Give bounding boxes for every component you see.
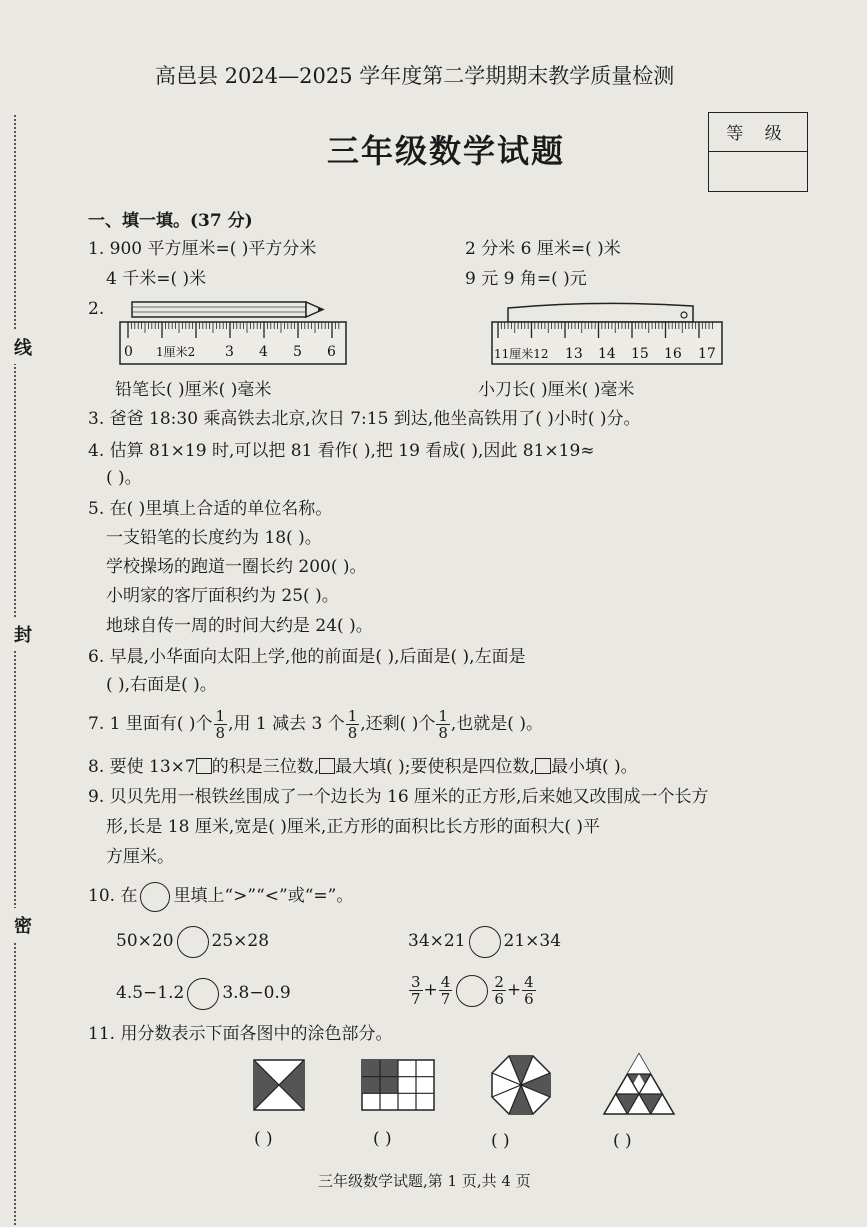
binding-dotted-line bbox=[14, 115, 16, 1225]
knife-ruler-figure bbox=[488, 298, 728, 368]
tick-label: 5 bbox=[293, 344, 302, 360]
fraction-one-eighth: $\frac{1}{8}$ bbox=[438, 707, 448, 742]
tick-label: 4 bbox=[259, 344, 268, 360]
q6-line2: ( ),右面是( )。 bbox=[106, 675, 217, 695]
grid-rectangle-shaded-figure bbox=[360, 1058, 436, 1112]
q11-text: 11. 用分数表示下面各图中的涂色部分。 bbox=[88, 1024, 393, 1044]
q1-b: 2 分米 6 厘米=( )米 bbox=[465, 239, 621, 259]
binding-mark-seal: 封 bbox=[14, 617, 32, 651]
q4-line1: 4. 估算 81×19 时,可以把 81 看作( ),把 19 看成( ),因此 81×19≈ bbox=[88, 441, 595, 461]
q10-intro: 10. 在 里填上“>”“<”或“=”。 bbox=[88, 880, 353, 912]
knife-icon bbox=[508, 303, 693, 322]
q1-d: 9 元 9 角=( )元 bbox=[465, 269, 587, 289]
comparison-circle-icon bbox=[187, 978, 219, 1010]
q7: 7. 1 里面有( )个 $\frac{1}{8}$ ,用 1 减去 3 个 $\frac{1}{8}$ ,还剩( )个 $\frac{1}{8}$ ,也就是( )。 bbox=[88, 707, 543, 742]
q3: 3. 爸爸 18:30 乘高铁去北京,次日 7:15 到达,他坐高铁用了( )小时( )分。 bbox=[88, 409, 641, 429]
q2-number: 2. bbox=[88, 299, 105, 319]
grade-box bbox=[708, 112, 808, 192]
q10-a: 50×20 25×28 bbox=[116, 925, 269, 958]
q9-line3: 方厘米。 bbox=[106, 847, 174, 867]
q10-b: 34×21 21×34 bbox=[408, 925, 561, 958]
blank-square-icon bbox=[535, 758, 551, 774]
grade-label: 等 级 bbox=[726, 124, 790, 144]
q10-d: $\frac{3}{7}$ + $\frac{4}{7}$ $\frac{2}{6}$ + $\frac{4}{6}$ bbox=[411, 973, 534, 1008]
q5-a: 一支铅笔的长度约为 18( )。 bbox=[106, 528, 322, 548]
q11-answer-3: ( ) bbox=[491, 1131, 510, 1151]
q5-b: 学校操场的跑道一圈长约 200( )。 bbox=[106, 557, 367, 577]
triangle-shaded-figure bbox=[602, 1052, 676, 1116]
page-footer: 三年级数学试题,第 1 页,共 4 页 bbox=[318, 1172, 531, 1190]
q8: 8. 要使 13×7 的积是三位数, 最大填( );要使积是四位数, 最小填( )。 bbox=[88, 757, 638, 777]
q2-pencil-answer: 铅笔长( )厘米( )毫米 bbox=[115, 380, 272, 400]
tick-label: 6 bbox=[327, 344, 336, 360]
square-diagonal-shaded-figure bbox=[252, 1058, 306, 1112]
blank-square-icon bbox=[196, 758, 212, 774]
q5-c: 小明家的客厅面积约为 25( )。 bbox=[106, 586, 339, 606]
pencil-ruler-figure bbox=[118, 298, 350, 368]
tick-label: 13 bbox=[565, 346, 583, 362]
q4-line2: ( )。 bbox=[106, 468, 142, 488]
q11-answer-1: ( ) bbox=[254, 1129, 273, 1149]
section-title-fill-in: 一、填一填。(37 分) bbox=[88, 211, 253, 231]
comparison-circle-icon bbox=[177, 926, 209, 958]
fraction-one-eighth: $\frac{1}{8}$ bbox=[347, 707, 358, 742]
exam-title: 三年级数学试题 bbox=[327, 132, 566, 170]
tick-label: 14 bbox=[598, 346, 616, 362]
binding-mark-line: 线 bbox=[14, 330, 32, 364]
q9-line2: 形,长是 18 厘米,宽是( )厘米,正方形的面积比长方形的面积大( )平 bbox=[106, 817, 600, 837]
q6-line1: 6. 早晨,小华面向太阳上学,他的前面是( ),后面是( ),左面是 bbox=[88, 647, 526, 667]
q1-c: 4 千米=( )米 bbox=[106, 269, 207, 289]
tick-label: 11厘米12 bbox=[494, 347, 549, 361]
q10-c: 4.5−1.2 3.8−0.9 bbox=[116, 977, 291, 1010]
q11-answer-4: ( ) bbox=[613, 1131, 632, 1151]
exam-header: 高邑县 2024—2025 学年度第二学期期末教学质量检测 bbox=[155, 64, 675, 88]
binding-mark-secret: 密 bbox=[14, 908, 32, 942]
q5-intro: 5. 在( )里填上合适的单位名称。 bbox=[88, 499, 333, 519]
tick-label: 1厘米2 bbox=[156, 345, 196, 359]
comparison-circle-icon bbox=[469, 926, 501, 958]
fraction-one-eighth: $\frac{1}{8}$ bbox=[215, 707, 226, 742]
q9-line1: 9. 贝贝先用一根铁丝围成了一个边长为 16 厘米的正方形,后来她又改围成一个长方 bbox=[88, 787, 709, 807]
q1-a: 1. 900 平方厘米=( )平方分米 bbox=[88, 239, 317, 259]
q2-knife-answer: 小刀长( )厘米( )毫米 bbox=[478, 380, 635, 400]
pencil-icon bbox=[132, 302, 323, 317]
octagon-shaded-figure bbox=[490, 1054, 552, 1116]
tick-label: 3 bbox=[225, 344, 234, 360]
comparison-circle-icon bbox=[456, 975, 488, 1007]
comparison-circle-icon bbox=[140, 882, 170, 912]
tick-label: 16 bbox=[664, 346, 682, 362]
blank-square-icon bbox=[319, 758, 335, 774]
tick-label: 15 bbox=[631, 346, 649, 362]
tick-label: 0 bbox=[124, 344, 133, 360]
q5-d: 地球自传一周的时间大约是 24( )。 bbox=[106, 616, 373, 636]
q11-answer-2: ( ) bbox=[373, 1129, 392, 1149]
tick-label: 17 bbox=[698, 346, 716, 362]
